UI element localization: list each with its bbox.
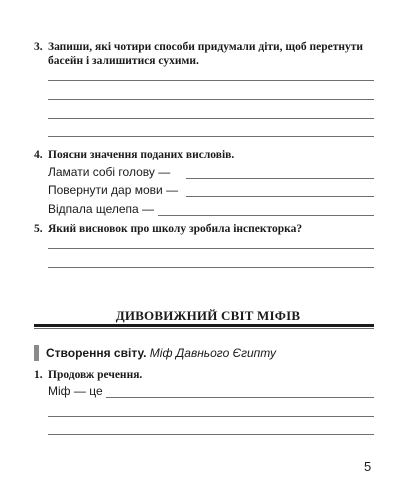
task-1-text: Продовж речення. [48, 369, 143, 381]
answer-line[interactable] [48, 248, 374, 249]
answer-line[interactable] [106, 397, 374, 398]
task-3-text-line2: басейн і залишитися сухими. [48, 55, 199, 67]
page-number: 5 [364, 459, 372, 474]
subsection-source: Міф Давнього Єгипту [149, 346, 277, 360]
subsection-label: Створення світу. [46, 346, 147, 360]
task-3-text-line1: Запиши, які чотири способи придумали діти, щоб перетнути [48, 41, 364, 53]
task-3-number: 3. [34, 41, 43, 53]
answer-line[interactable] [48, 118, 374, 119]
task-4-text: Поясни значення поданих висловів. [48, 149, 235, 161]
task-5-text: Який висновок про школу зробила інспекторка? [48, 223, 303, 235]
answer-line[interactable] [48, 136, 374, 137]
section-rule-thick [34, 324, 374, 327]
answer-line[interactable] [158, 215, 374, 216]
answer-line[interactable] [48, 267, 374, 268]
answer-line[interactable] [186, 178, 374, 179]
answer-line[interactable] [48, 434, 374, 435]
expression-3: Відпала щелепа — [48, 202, 155, 216]
answer-line[interactable] [48, 80, 374, 81]
myth-prompt: Міф — це [48, 384, 103, 398]
expression-2: Повернути дар мови — [48, 183, 179, 197]
task-4-number: 4. [34, 149, 43, 161]
answer-line[interactable] [48, 416, 374, 417]
subsection-marker [34, 345, 39, 361]
task-5-number: 5. [34, 223, 43, 235]
section-title: ДИВОВИЖНИЙ СВІТ МІФІВ [115, 308, 301, 323]
section-rule-thin [34, 328, 374, 329]
expression-1: Ламати собі голову — [48, 165, 171, 179]
answer-line[interactable] [48, 99, 374, 100]
subsection-heading [46, 346, 276, 360]
task-1-number: 1. [34, 369, 43, 381]
answer-line[interactable] [186, 196, 374, 197]
